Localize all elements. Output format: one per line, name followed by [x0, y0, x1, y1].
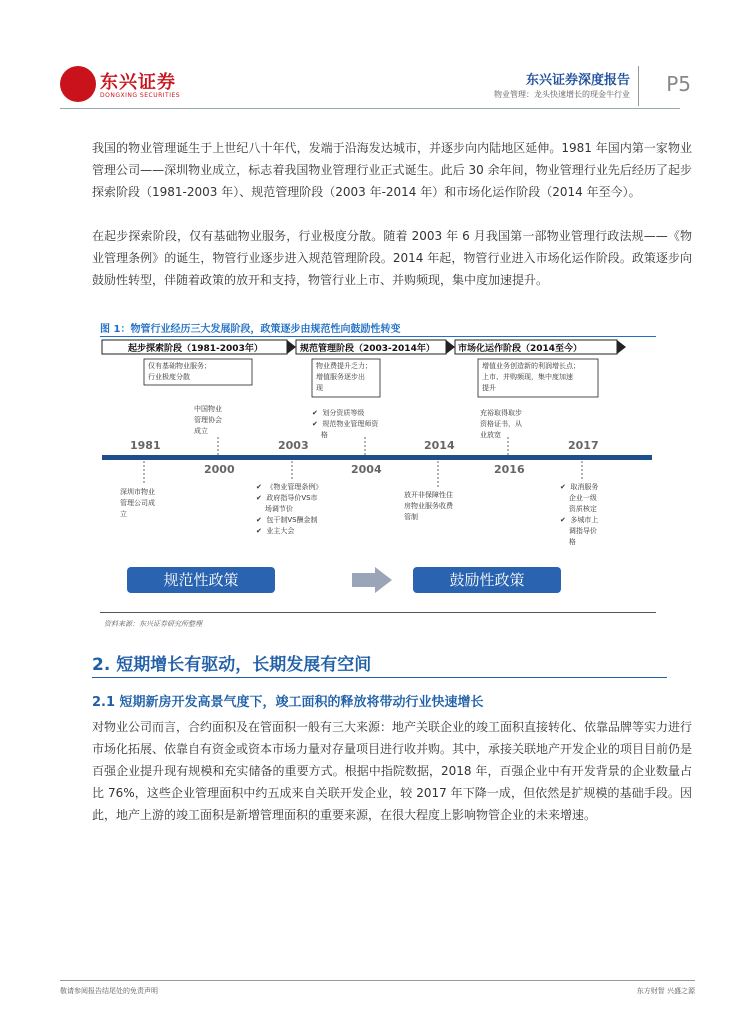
stage-note-1: 仅有基础物业服务； 行业极度分散 — [148, 362, 211, 381]
section-heading: 2. 短期增长有驱动，长期发展有空间 — [92, 655, 372, 675]
figure-bottom-rule — [100, 612, 656, 613]
event-1981: 深圳市物业 管理公司成 立 — [120, 488, 155, 518]
event-2000: 中国物业 管理协会 成立 — [194, 405, 222, 435]
stage-note-3: 增值业务创造新的利润增长点； 上市、并购频现，集中度加速 提升 — [482, 362, 580, 392]
logo-name: 东兴证券 — [100, 72, 176, 93]
header-divider — [638, 66, 639, 106]
transition-arrow-icon — [352, 567, 392, 593]
company-logo-icon — [60, 66, 96, 102]
subsection-heading: 2.1 短期新房开发高景气度下，竣工面积的释放将带动行业快速增长 — [92, 695, 484, 710]
year-2003: 2003 — [278, 439, 309, 452]
timeline-bar — [102, 455, 652, 460]
stage-label-2: 规范管理阶段（2003-2014年） — [300, 344, 435, 354]
year-2004: 2004 — [351, 463, 382, 476]
year-2000: 2000 — [204, 463, 235, 476]
event-2004: ✔ 划分资质等级 ✔ 规范物业管理师资 格 — [312, 409, 379, 439]
figure-caption: 图 1：物管行业经历三大发展阶段，政策逐步由规范性向鼓励性转变 — [100, 324, 401, 335]
stage-label-1: 起步探索阶段（1981-2003年） — [128, 344, 263, 354]
year-2014: 2014 — [424, 439, 455, 452]
event-2016: 充裕取得取步 资格证书，从 业放宽 — [480, 409, 522, 439]
header-rule — [60, 108, 680, 109]
section-rule — [92, 677, 667, 678]
event-2014: 放开非保障性住 房物业服务收费 管制 — [404, 491, 453, 521]
stage-label-3: 市场化运作阶段（2014至今） — [458, 344, 583, 354]
paragraph-1: 我国的物业管理诞生于上世纪八十年代，发端于沿海发达城市，并逐步向内陆地区延伸。1981 年国内第一家物业管理公司——深圳物业成立，标志着我国物业管理行业正式诞生。此后 30 余年间，物业管理行业先后经历了起步探索阶段（1981-2003 年）、规范管理阶段（2003 年-2014 年）和市场化运作阶段（2014 年至今）。 — [92, 141, 692, 199]
event-2003: ✔ 《物业管理条例》 ✔ 政府指导价VS市 场调节价 ✔ 包干制VS酬金制 ✔ 业主大会 — [256, 483, 323, 535]
paragraph-2: 在起步探索阶段，仅有基础物业服务，行业极度分散。随着 2003 年 6 月我国第一部物业管理行政法规——《物业管理条例》的诞生，物管行业逐步进入规范管理阶段。2014 年起，物管行业进入市场化运作阶段。政策逐步向鼓励性转型，伴随着政策的放开和支持，物管行业上市、并购频现，集中度加速提升。 — [92, 229, 692, 287]
report-title: 东兴证券深度报告 — [525, 73, 630, 88]
policy-regulatory: 规范性政策 — [163, 571, 239, 589]
section-body: 对物业公司而言，合约面积及在管面积一般有三大来源：地产关联企业的竣工面积直接转化、依靠品牌等实力进行市场化拓展、依靠自有资金或资本市场力量对存量项目进行收并购。其中，承接关联地产开发企业的项目目前仍是百强企业提升现有规模和充实储备的重要方式。根据中指院数据，2018 年，百强企业中有开发背景的企业数量占比 76%，这些企业管理面积中约五成来自关联开发企业，较 2017 年下降一成，但依然是扩规模的基础手段。因此，地产上游的竣工面积是新增管理面积的重要来源，在很大程度上影响物管企业的未来增速。 — [92, 720, 693, 822]
event-2017: ✔ 取消服务 企业一级 资质核定 ✔ 多城市上 调指导价 格 — [560, 483, 599, 546]
footer-disclaimer: 敬请参阅报告结尾处的免责声明 — [60, 987, 158, 995]
policy-encouraging: 鼓励性政策 — [449, 571, 525, 589]
stage-note-2: 物业费提升乏力； 增值服务逐步出 现 — [316, 362, 372, 392]
logo-english: DONGXING SECURITIES — [100, 92, 181, 99]
figure-source: 资料来源：东兴证券研究所整理 — [104, 620, 202, 628]
footer-slogan: 东方财智 兴盛之源 — [636, 987, 695, 995]
report-subtitle: 物业管理：龙头快速增长的现金牛行业 — [494, 90, 630, 99]
year-1981: 1981 — [130, 439, 161, 452]
year-2017: 2017 — [568, 439, 599, 452]
year-2016: 2016 — [494, 463, 525, 476]
page-number: P5 — [666, 72, 691, 96]
footer-rule — [60, 980, 695, 981]
